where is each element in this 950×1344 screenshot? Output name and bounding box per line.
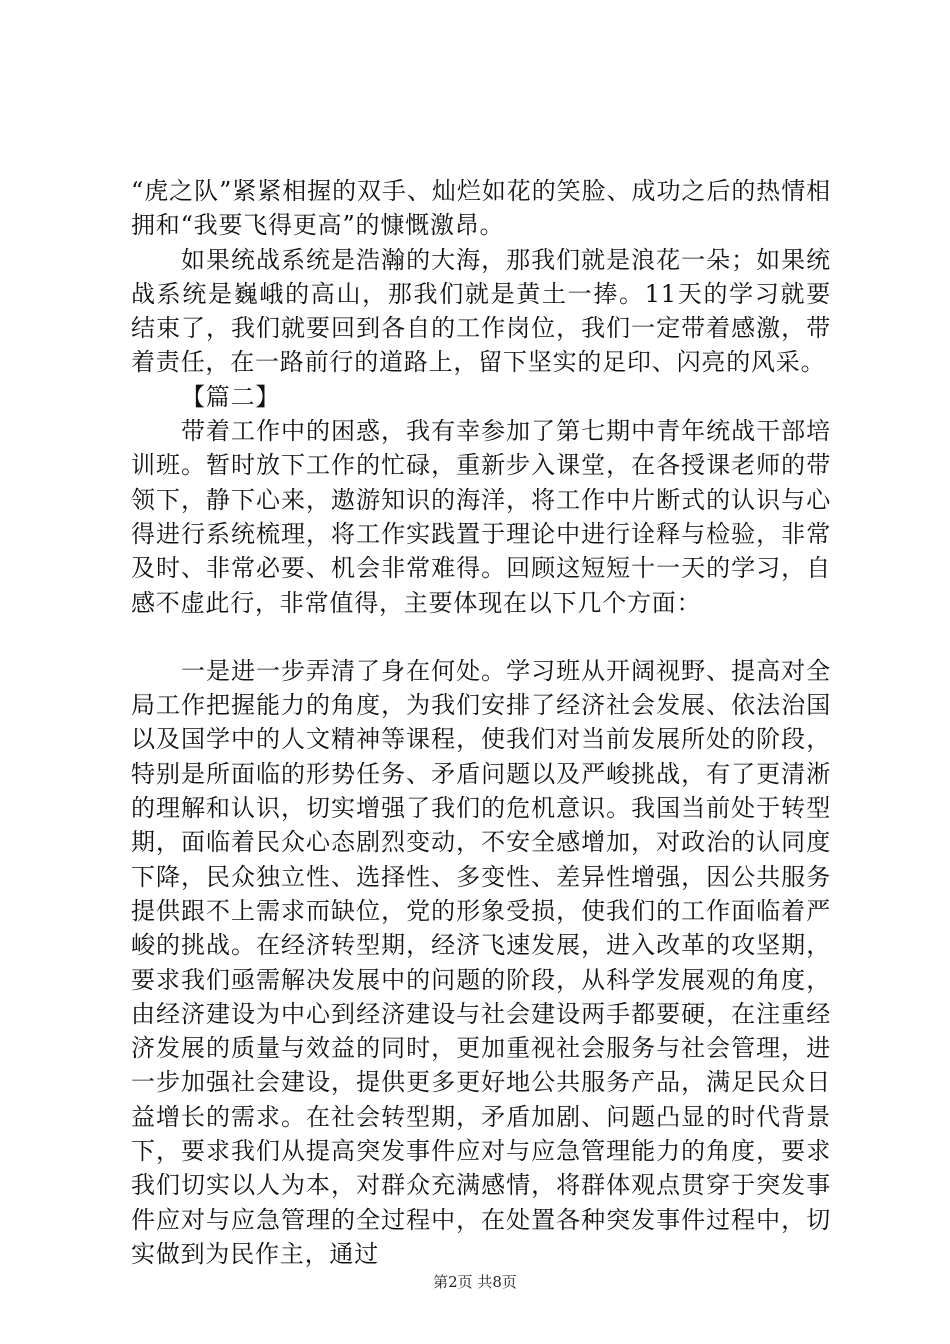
paragraph-continuation: “虎之队”紧紧相握的双手、灿烂如花的笑脸、成功之后的热情相拥和“我要飞得更高”的慷慨激昂。 xyxy=(131,177,831,240)
section-heading-part-two: 【篇二】 xyxy=(181,382,281,411)
paragraph-spacer xyxy=(131,620,831,654)
page-number-footer: 第2页 共8页 xyxy=(433,1273,517,1291)
paragraph-united-front: 如果统战系统是浩瀚的大海，那我们就是浪花一朵；如果统战系统是巍峨的高山，那我们就是黄土一捧。11天的学习就要结束了，我们就要回到各自的工作岗位，我们一定带着感激，带着责任，在一路前行的道路上，留下坚实的足印、闪亮的风采。 xyxy=(131,245,831,377)
document-body xyxy=(131,174,831,1271)
paragraph-training-intro: 带着工作中的困惑，我有幸参加了第七期中青年统战干部培训班。暂时放下工作的忙碌，重新步入课堂，在各授课老师的带领下，静下心来，遨游知识的海洋，将工作中片断式的认识与心得进行系统梳理，将工作实践置于理论中进行诠释与检验，非常及时、非常必要、机会非常难得。回顾这短短十一天的学习，自感不虚此行，非常值得，主要体现在以下几个方面： xyxy=(131,417,831,617)
paragraph-point-one: 一是进一步弄清了身在何处。学习班从开阔视野、提高对全局工作把握能力的角度，为我们安排了经济社会发展、依法治国以及国学中的人文精神等课程，使我们对当前发展所处的阶段，特别是所面临的形势任务、矛盾问题以及严峻挑战，有了更清淅的理解和认识，切实增强了我们的危机意识。我国当前处于转型期，面临着民众心态剧烈变动，不安全感增加，对政治的认同度下降，民众独立性、选择性、多变性、差异性增强，因公共服务提供跟不上需求而缺位，党的形象受损，使我们的工作面临着严峻的挑战。在经济转型期，经济飞速发展，进入改革的攻坚期，要求我们亟需解决发展中的问题的阶段，从科学发展观的角度，由经济建设为中心到经济建设与社会建设两手都要硬，在注重经济发展的质量与效益的同时，更加重视社会服务与社会管理，进一步加强社会建设，提供更多更好地公共服务产品，满足民众日益增长的需求。在社会转型期，矛盾加剧、问题凸显的时代背景下，要求我们从提高突发事件应对与应急管理能力的角度，要求我们切实以人为本，对群众充满感情，将群体观点贯穿于突发事件应对与应急管理的全过程中，在处置各种突发事件过程中，切实做到为民作主，通过 xyxy=(131,656,831,1268)
